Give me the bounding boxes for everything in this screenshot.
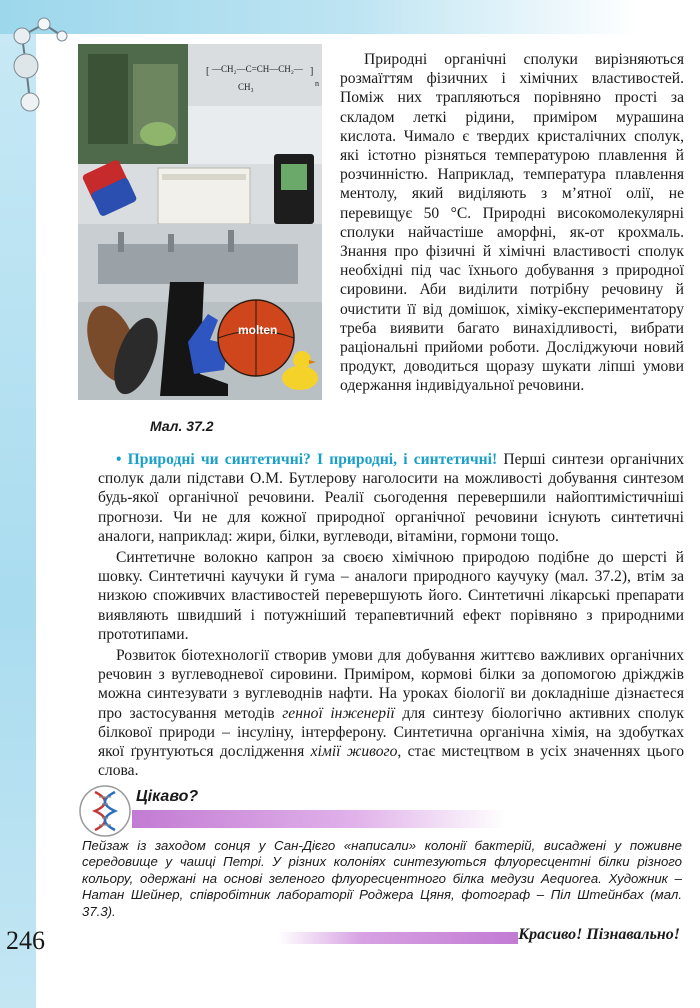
dna-icon <box>78 784 132 838</box>
section-paragraph-3 <box>98 646 684 780</box>
p3-text-b: для синтезу біологічно активних сполук білкової природи – інсуліну, інтерферону. Синтетична органічна хімія, на здобутках якої ґрунтуються дослідження <box>98 704 684 761</box>
section-paragraph-1 <box>98 450 684 546</box>
svg-text:[: [ <box>206 66 210 77</box>
svg-text:—CH₂—C=CH—CH₂—: —CH₂—C=CH—CH₂— <box>212 64 303 74</box>
section-synthetic <box>98 450 684 782</box>
interesting-title: Цікаво? <box>136 788 199 805</box>
footer-strip <box>278 932 518 944</box>
interesting-text: Пейзаж із заходом сонця у Сан-Дієго «написали» колонії бактерій, висаджені у поживне середовище у чашці Петрі. У різних колоніях синтезуються флуоресцентні білки різного кольору, одержані на основі зеленого флуоресцентного білка медузи Aequorea. Художник – Натан Шейнер, співробітник лабораторії Роджера Цяня, фотограф – Піл Штейнбах (мал. 37.3). <box>82 838 682 919</box>
svg-text:CH₃: CH₃ <box>238 82 254 92</box>
column-text <box>340 50 684 396</box>
footer-label: Красиво! Пізнавально! <box>518 926 680 943</box>
page-number: 246 <box>6 926 45 955</box>
figure-collage <box>78 44 322 400</box>
section-paragraph-2: Синтетичне волокно капрон за своєю хімічною природою подібне до шерсті й шовку. Синтетичні каучуки й гума – аналоги природного каучуку (мал. 37.2), втім за низкою споживчих властивостей перевершують його. Синтетичні лікарські препарати виявляють швидший і потужніший терапевтичний ефект порівняно з природними прототипами. <box>98 549 684 643</box>
figure-caption: Мал. 37.2 <box>150 418 214 434</box>
molecule-icon <box>4 6 74 126</box>
interesting-box <box>78 784 684 964</box>
p3-emphasis-chem: хімії живого <box>310 743 398 761</box>
top-decor-bar <box>0 0 640 34</box>
p3-emphasis-genetic: генної інженерії <box>282 704 395 722</box>
p3-text-c: , стає мистецтвом в усіх значеннях цього слова. <box>98 743 685 780</box>
interesting-strip <box>132 810 506 828</box>
p3-text-a: Розвиток біотехнології створив умови для добування життєво важливих органічних речовин з вуглеводневої сировини. Приміром, кормові білки за допомогою дріжджів можна синтезувати з вуглеводнів нафти. На уроках біології ви докладніше дізнаєтеся про застосування методів <box>98 647 684 722</box>
intro-paragraph: Природні органічні сполуки вирізняються розмаїттям фізичних і хімічних властивостей. Поміж них трапляються порівняно прості за складом леткі рідини, приміром мурашина кислота. Чимало є твердих кристалічних сполук, які істотно різняться температурою плавлення й розчинністю. Наприклад, температура плавлення ментолу, який виділяють з м’ятної олії, не перевищує 50 °С. Природні високомолекулярні сполуки найчастіше аморфні, як-от крохмаль. Знання про фізичні й хімічні властивості сполук необхідні під час їхнього добування з природної сировини. Аби виділити потрібну речовину й очистити її від домішок, хіміку-експериментатору треба виявити багато винахідливості, вибрати раціональні прийоми роботи. Досліджуючи новий продукт, доводиться щоразу шукати ліпші умови одержання індивідуальної речовини. <box>340 51 684 395</box>
section-heading: • Природні чи синтетичні? І природні, і синтетичні! <box>116 451 498 468</box>
svg-text:n: n <box>315 79 319 88</box>
left-decor-bar <box>0 0 36 1008</box>
svg-text:molten: molten <box>238 323 278 337</box>
svg-text:]: ] <box>310 66 314 77</box>
collage-image <box>78 44 322 400</box>
section-p1-text: Перші синтези органічних сполук дали підстави О.М. Бутлерову наголосити на можливості добування синтезом будь-якої органічної речовини. Реалії сьогодення перевершили найоптимістичніші прогнози. Чи не для кожної природної органічної речовини існують синтетичні аналоги, наприклад: жири, білки, вуглеводи, вітаміни, гормони тощо. <box>98 451 684 545</box>
